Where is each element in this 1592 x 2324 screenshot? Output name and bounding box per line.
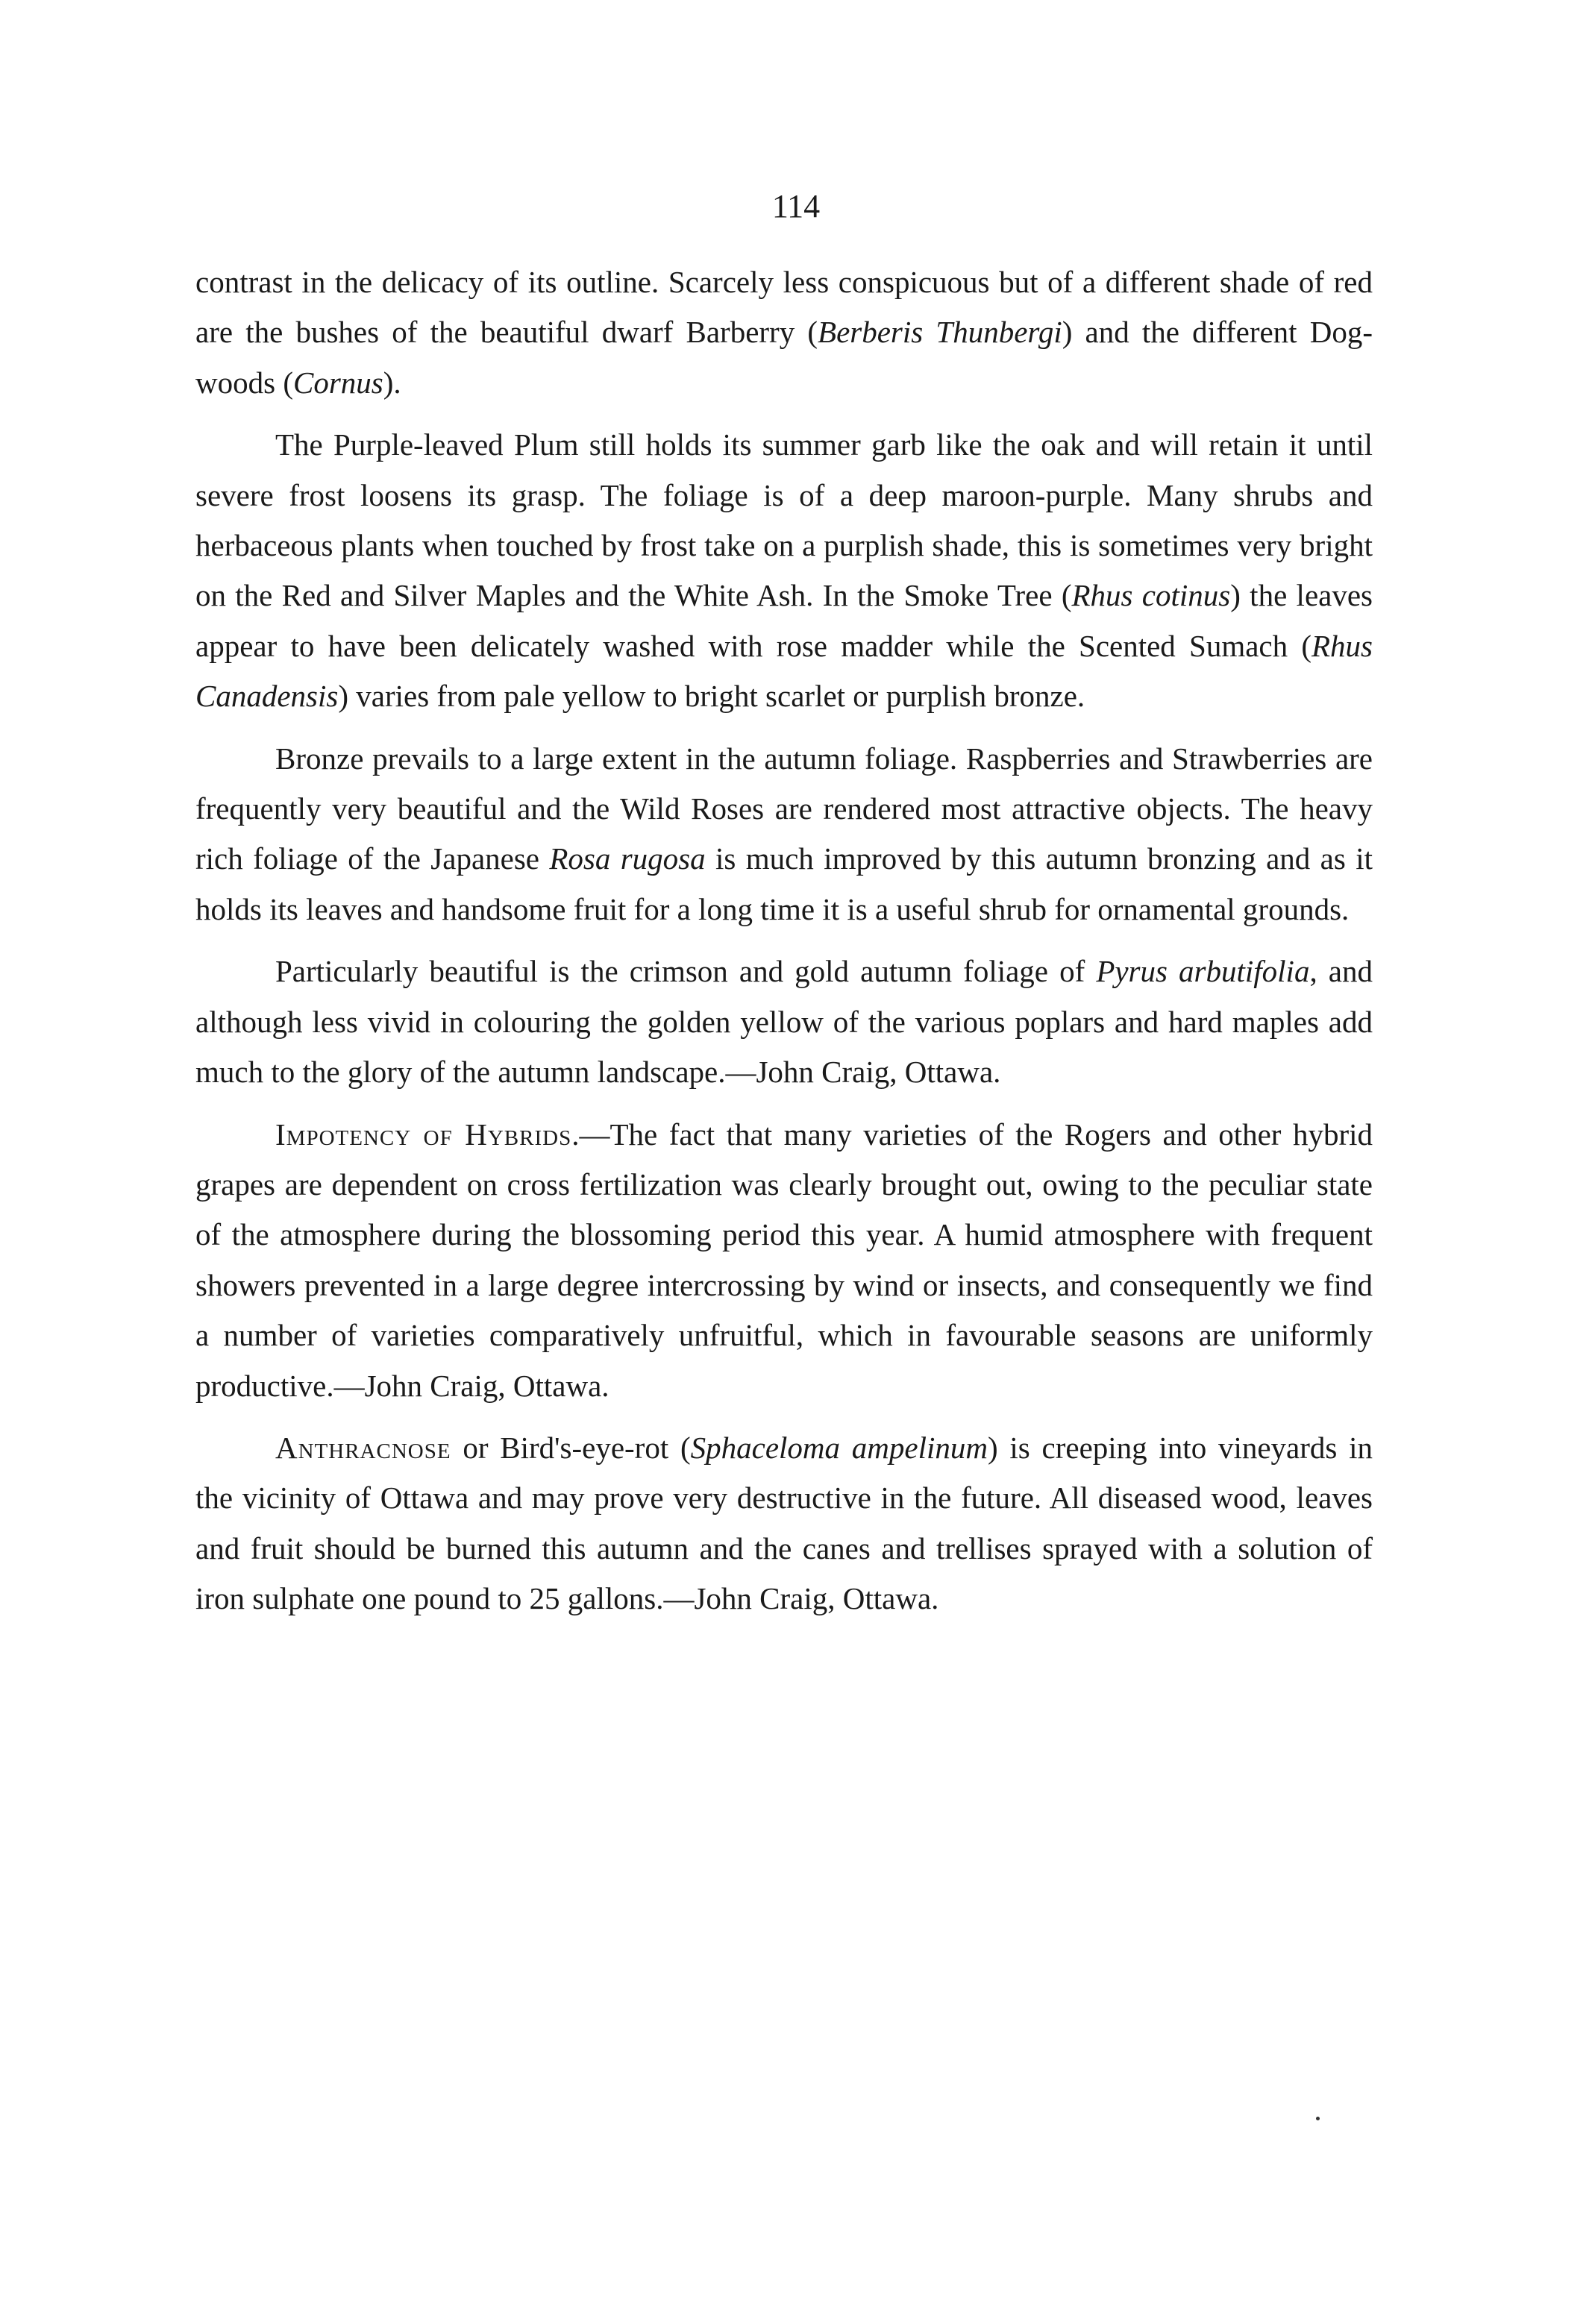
- italic-term: Rhus cotinus: [1071, 578, 1231, 613]
- text-run: ) the leaves appear to have been delicately washed with rose madder while the Scented Sumach (: [195, 578, 1373, 663]
- page-number: 114: [771, 188, 821, 224]
- paragraph-crimson-gold-foliage: [195, 946, 1373, 1097]
- stray-dot-mark: [1316, 2117, 1320, 2120]
- italic-term: Sphaceloma ampelinum: [690, 1430, 988, 1465]
- text-run: or Bird's-eye-rot (: [451, 1430, 691, 1465]
- text-run: ) and the different Dog-woods (: [195, 315, 1373, 400]
- italic-term: Rhus Canadensis: [195, 628, 1373, 714]
- italic-term: Pyrus arbutifolia: [1096, 954, 1310, 989]
- italic-term: Cornus: [292, 365, 383, 400]
- text-run: contrast in the delicacy of its outline. Scarcely less conspicuous but of a different shade of red are the bushes of the beautiful dwarf Barberry (: [195, 265, 1373, 350]
- text-run: ) varies from pale yellow to bright scarlet or purplish bronze.: [338, 679, 1085, 714]
- text-run: .—The fact that many varieties of the Rogers and other hybrid grapes are dependent on cross fertilization was clearly brought out, owing to the peculiar state of the atmosphere during the blossoming period this year. A humid atmosphere with frequent showers prevented in a large degree intercrossing by wind or insects, and consequently we find a number of varieties comparatively unfruitful, which in favourable seasons are uniformly productive.—John Craig, Ottawa.: [195, 1117, 1373, 1403]
- body-text: [195, 257, 1373, 1636]
- small-caps-heading: Impotency of Hybrids: [275, 1117, 572, 1152]
- italic-term: Berberis Thunbergi: [818, 315, 1062, 350]
- small-caps-heading: Anthracnose: [275, 1430, 451, 1465]
- text-run: Particularly beautiful is the crimson and gold autumn foliage of: [275, 954, 1097, 989]
- text-run: The Purple-leaved Plum still holds its summer garb like the oak and will retain it until severe frost loosens its grasp. The foliage is of a deep maroon-purple. Many shrubs and herbaceous plants when touched by frost take on a purplish shade, this is sometimes very bright on the Red and Silver Maples and the White Ash. In the Smoke Tree (: [195, 427, 1373, 613]
- paragraph-impotency-of-hybrids: [195, 1110, 1373, 1411]
- text-run: Bronze prevails to a large extent in the autumn foliage. Raspberries and Strawberries are frequently very beautiful and the Wild Roses are rendered most attractive objects. The heavy rich foliage of the Japanese: [195, 741, 1373, 876]
- paragraph-bronze-foliage: [195, 734, 1373, 935]
- text-run: ).: [383, 365, 401, 400]
- text-run: , and although less vivid in colouring the golden yellow of the various poplars and hard maples add much to the glory of the autumn landscape.—John Craig, Ottawa.: [195, 954, 1373, 1090]
- paragraph-purple-leaved-plum: [195, 420, 1373, 721]
- text-run: ) is creeping into vineyards in the vicinity of Ottawa and may prove very destructive in the future. All diseased wood, leaves and fruit should be burned this autumn and the canes and trellises sprayed with a solution of iron sulphate one pound to 25 gallons.—John Craig, Ottawa.: [195, 1430, 1373, 1616]
- paragraph-anthracnose: [195, 1423, 1373, 1624]
- italic-term: Rosa rugosa: [549, 841, 706, 876]
- text-run: is much improved by this autumn bronzing and as it holds its leaves and handsome fruit for a long time it is a useful shrub for ornamental grounds.: [195, 841, 1373, 926]
- paragraph-foliage-contrast: [195, 257, 1373, 408]
